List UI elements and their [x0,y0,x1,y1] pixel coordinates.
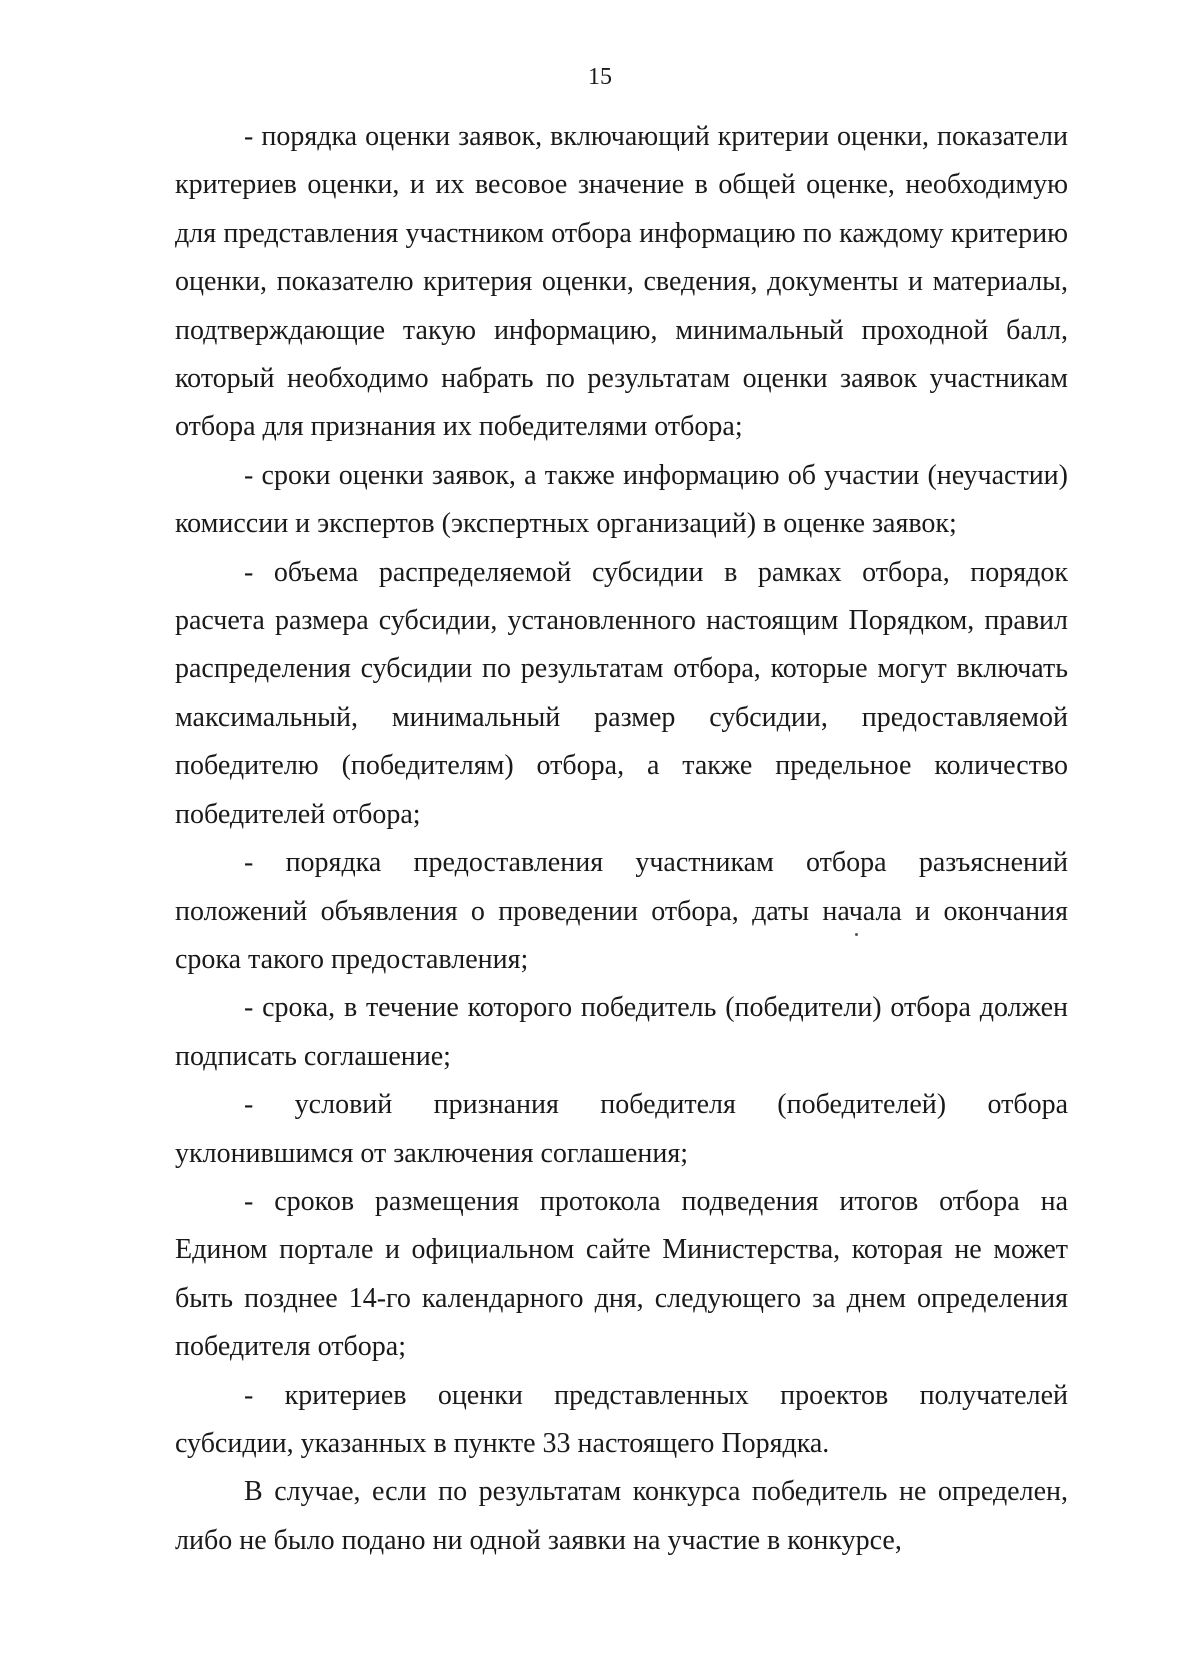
paragraph-project-criteria: - критериев оценки представленных проектов получателей субсидии, указанных в пункте 33 настоящего Порядка. [175,1379,1068,1459]
paragraph-no-winner-case: В случае, если по результатам конкурса победитель не определен, либо не было подано ни одной заявки на участие в конкурсе, [175,1476,1068,1556]
paragraph-evaluation-procedure: - порядка оценки заявок, включающий критерии оценки, показатели критериев оценки, и их весовое значение в общей оценке, необходимую для представления участником отбора информацию по каждому критерию оценки, показателю критерия оценки, сведения, документы и материалы, подтверждающие такую информацию, минимальный проходной балл, который необходимо набрать по результатам оценки заявок участникам отбора для признания их победителями отбора; [175,121,1068,443]
scan-artifact-dot [855,933,858,936]
paragraph-evaluation-terms: - сроки оценки заявок, а также информацию об участии (неучастии) комиссии и экспертов (экспертных организаций) в оценке заявок; [175,459,1068,540]
document-body [175,113,1068,1565]
paragraph-subsidy-volume: - объема распределяемой субсидии в рамках отбора, порядок расчета размера субсидии, установленного настоящим Порядком, правил распределения субсидии по результатам отбора, которые могут включать максимальный, минимальный размер субсидии, предоставляемой победителю (победителям) отбора, а также предельное количество победителей отбора; [175,556,1068,830]
paragraph-clarifications: - порядка предоставления участникам отбора разъяснений положений объявления о проведении отбора, даты начала и окончания срока такого предоставления; [175,847,1068,975]
page-number: 15 [588,64,612,90]
paragraph-evasion-conditions: - условий признания победителя (победителей) отбора уклонившимся от заключения соглашения; [175,1089,1068,1169]
paragraph-signing-term: - срока, в течение которого победитель (победители) отбора должен подписать соглашение; [175,992,1068,1072]
paragraph-protocol-placement: - сроков размещения протокола подведения итогов отбора на Едином портале и официальном сайте Министерства, которая не может быть позднее 14-го календарного дня, следующего за днем определения победителя отбора; [175,1185,1068,1363]
